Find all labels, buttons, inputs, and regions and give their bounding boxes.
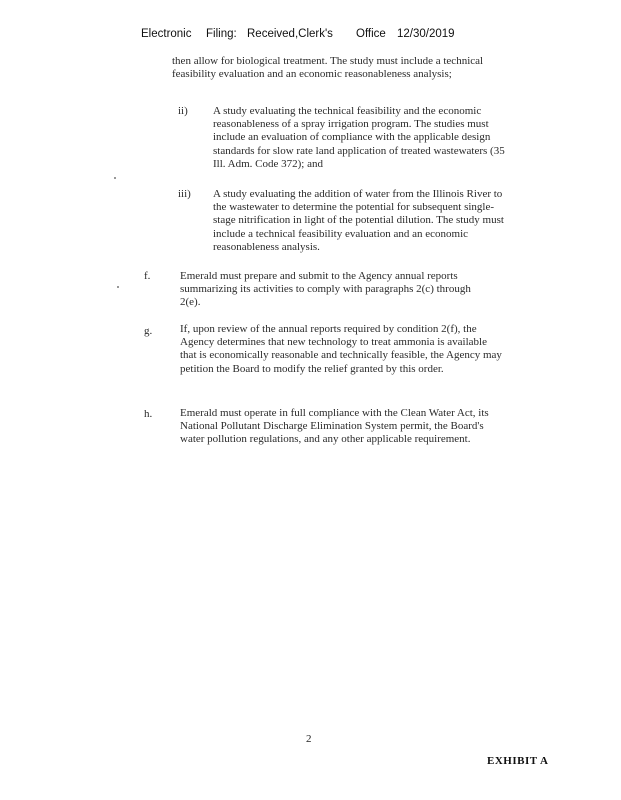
item-text: A study evaluating the technical feasibility and the economic reasonableness of a spray irrigation program. The studies must include an evaluation of compliance with the applicable design standards for slow rate land application of treated wastewaters (35 Ill. Adm. Code 372); and bbox=[213, 105, 505, 170]
intro-paragraph: then allow for biological treatment. The study must include a technical feasibility evaluation and an economic reasonableness analysis; bbox=[172, 55, 484, 81]
header-electronic: Electronic bbox=[141, 28, 192, 40]
header-office: Office bbox=[356, 28, 386, 40]
item-marker: h. bbox=[144, 408, 153, 420]
item-text: If, upon review of the annual reports required by condition 2(f), the Agency determines that new technology to treat ammonia is available that is economically reasonable and technically feasible, the Agency may petition the Board to modify the relief granted by this order. bbox=[180, 323, 502, 375]
item-text: Emerald must operate in full compliance with the Clean Water Act, its National Pollutant Discharge Elimination System permit, the Board's water pollution regulations, and any other applicable requirement. bbox=[180, 407, 489, 446]
page-number: 2 bbox=[306, 733, 312, 745]
exhibit-label: EXHIBIT A bbox=[487, 755, 549, 767]
item-marker: iii) bbox=[178, 188, 191, 200]
filing-stamp-header bbox=[141, 28, 481, 44]
header-date: 12/30/2019 bbox=[397, 28, 455, 40]
item-marker: f. bbox=[144, 270, 151, 282]
item-marker: ii) bbox=[178, 105, 188, 117]
scan-speck bbox=[114, 177, 116, 179]
item-text: A study evaluating the addition of water from the Illinois River to the wastewater to determine the potential for subsequent single-stage nitrification in light of the potential dilution. The study must include a technical feasibility evaluation and an economic reasonableness analysis. bbox=[213, 188, 504, 253]
scan-speck bbox=[117, 286, 119, 288]
item-text: Emerald must prepare and submit to the Agency annual reports summarizing its activities to comply with paragraphs 2(c) through 2(e). bbox=[180, 270, 471, 309]
header-filing: Filing: bbox=[206, 28, 237, 40]
item-marker: g. bbox=[144, 325, 153, 337]
header-received: Received,Clerk's bbox=[247, 28, 333, 40]
